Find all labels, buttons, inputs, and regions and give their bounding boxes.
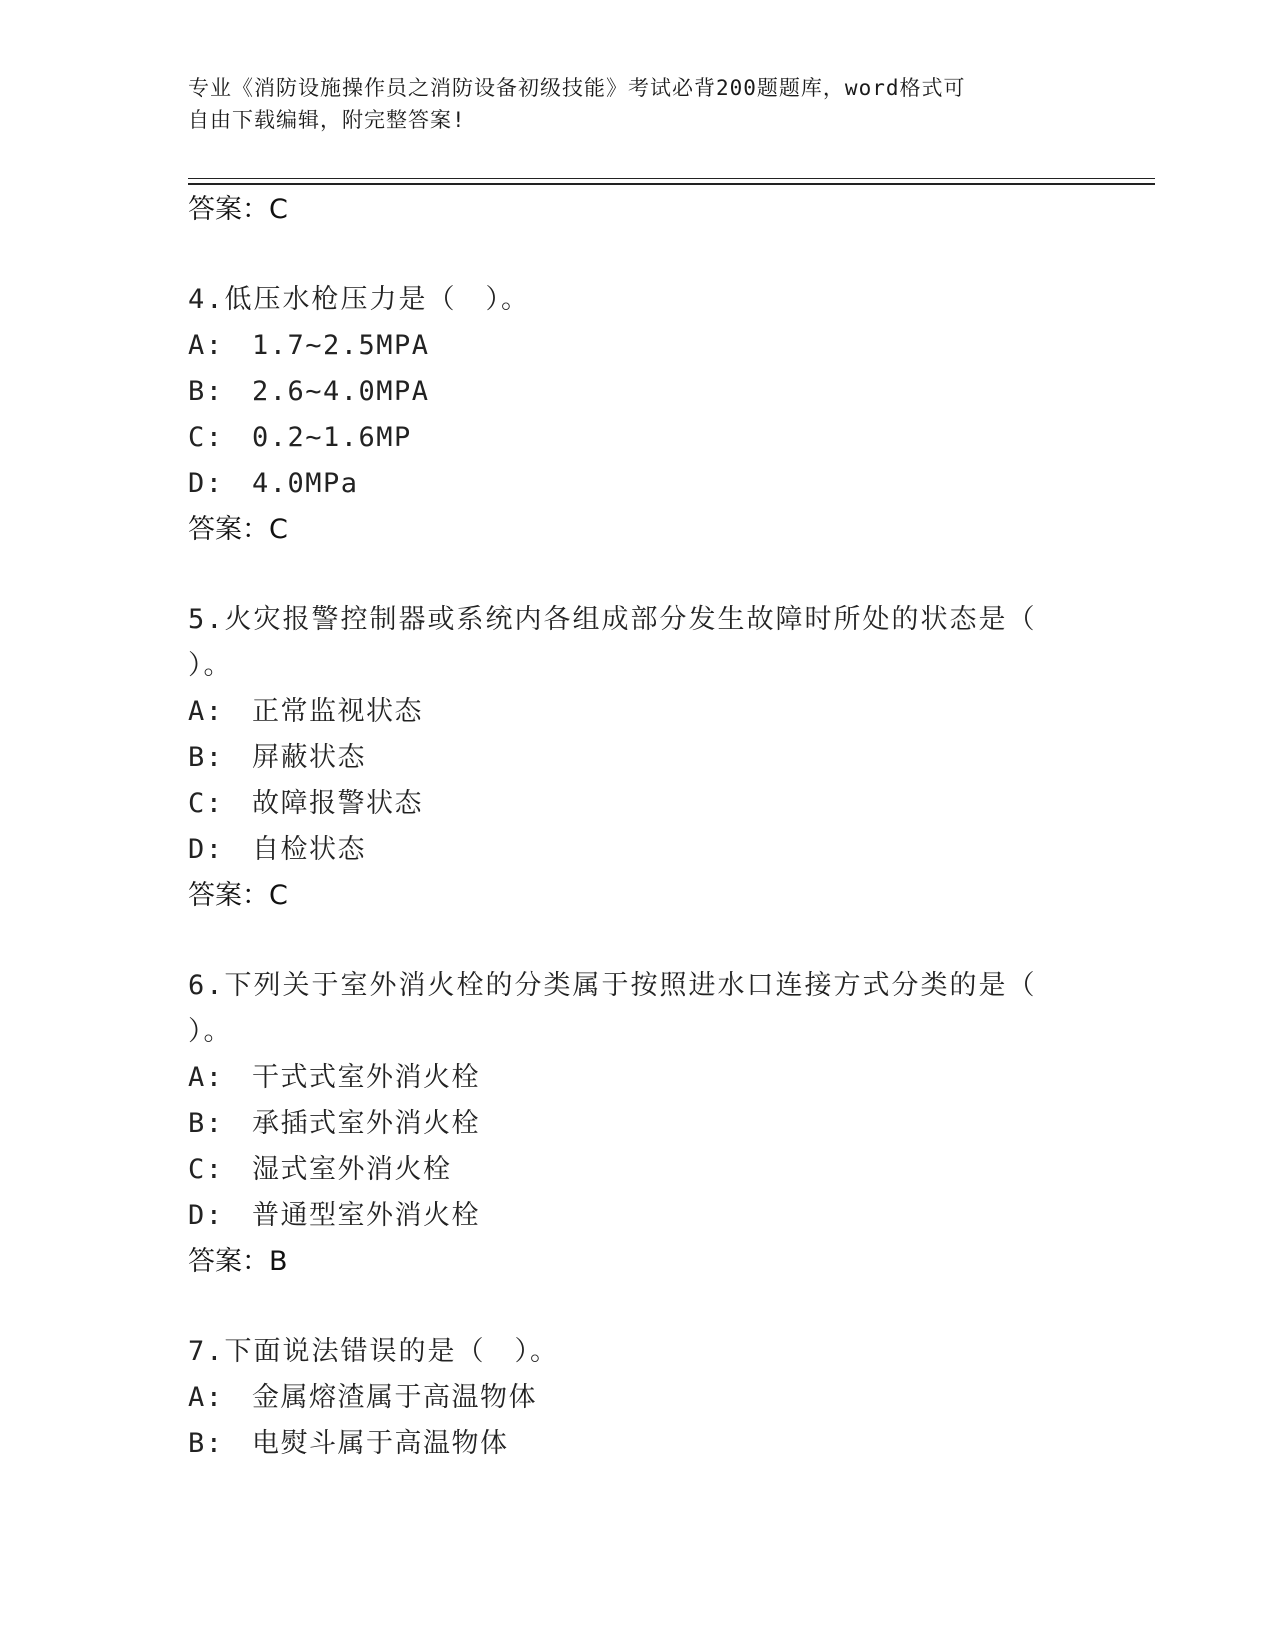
option-a: A: 金属熔渣属于高温物体 [188, 1382, 538, 1413]
answer-label: 答案：B [188, 1246, 288, 1277]
option-a: A: 1.7~2.5MPA [188, 330, 430, 361]
question-block [188, 963, 1088, 1285]
question-block [188, 277, 1088, 553]
question-text: 6.下列关于室外消火栓的分类属于按照进水口连接方式分类的是（ [188, 970, 1037, 1001]
option-b: B: 屏蔽状态 [188, 742, 367, 773]
option-b: B: 电熨斗属于高温物体 [188, 1428, 509, 1459]
option-a: A: 干式式室外消火栓 [188, 1062, 481, 1093]
answer-label: 答案：C [188, 880, 288, 911]
answer-label: 答案：C [188, 194, 288, 225]
option-c: C: 0.2~1.6MP [188, 422, 412, 453]
question-block [188, 1329, 1088, 1467]
answer-label: 答案：C [188, 514, 288, 545]
option-a: A: 正常监视状态 [188, 696, 424, 727]
header-divider-thin [188, 178, 1155, 179]
question-text: 4.低压水枪压力是（ ）。 [188, 284, 531, 315]
option-c: C: 湿式室外消火栓 [188, 1154, 452, 1185]
option-b: B: 2.6~4.0MPA [188, 376, 430, 407]
option-b: B: 承插式室外消火栓 [188, 1108, 481, 1139]
question-list [188, 187, 1088, 1467]
header-divider-thick [188, 183, 1155, 185]
question-text-continued: ）。 [188, 650, 233, 681]
question-block [188, 597, 1088, 919]
document-header [188, 72, 1088, 136]
question-text-continued: ）。 [188, 1016, 233, 1047]
header-line-1: 专业《消防设施操作员之消防设备初级技能》考试必背200题题库，word格式可 [188, 76, 966, 100]
option-d: D: 4.0MPa [188, 468, 359, 499]
question-text: 5.火灾报警控制器或系统内各组成部分发生故障时所处的状态是（ [188, 604, 1037, 635]
option-c: C: 故障报警状态 [188, 788, 424, 819]
option-d: D: 自检状态 [188, 834, 367, 865]
question-text: 7.下面说法错误的是（ ）。 [188, 1336, 560, 1367]
header-line-2: 自由下载编辑，附完整答案! [188, 108, 466, 132]
option-d: D: 普通型室外消火栓 [188, 1200, 481, 1231]
